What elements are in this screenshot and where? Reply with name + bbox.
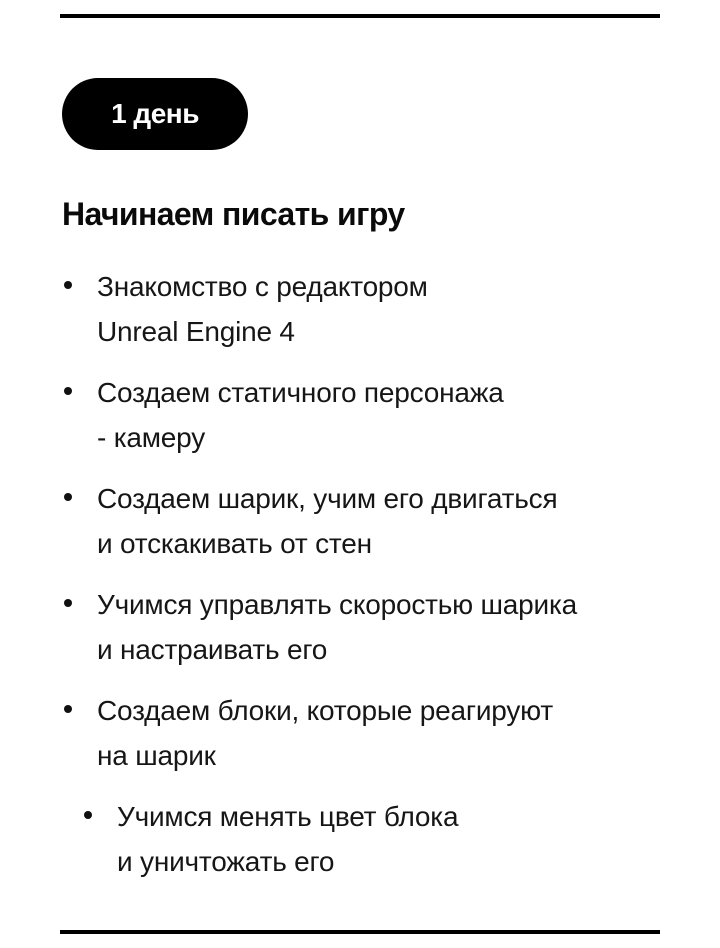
topic-text — [97, 476, 557, 566]
bullet-icon — [84, 811, 92, 819]
bottom-divider — [60, 930, 660, 934]
topic-text — [97, 582, 577, 672]
bullet-icon — [64, 493, 72, 501]
topic-text — [97, 370, 504, 460]
topic-line: - камеру — [97, 422, 206, 453]
day-badge-label: 1 день — [111, 98, 199, 129]
topic-line: и настраивать его — [97, 634, 328, 665]
topic-text — [97, 688, 553, 778]
list-item — [62, 582, 662, 672]
bullet-icon — [64, 387, 72, 395]
list-item — [62, 688, 662, 778]
topic-line: и уничтожать его — [117, 846, 335, 877]
topic-line: и отскакивать от стен — [97, 528, 372, 559]
topic-line: Unreal Engine 4 — [97, 316, 295, 347]
topic-line: Учимся управлять скоростью шарика — [97, 589, 577, 620]
bullet-icon — [64, 599, 72, 607]
list-item — [62, 370, 662, 460]
list-item — [62, 476, 662, 566]
section-title: Начинаем писать игру — [62, 196, 405, 232]
list-item — [82, 794, 682, 884]
topic-line: Знакомство с редактором — [97, 271, 428, 302]
top-divider — [60, 14, 660, 18]
bullet-icon — [64, 705, 72, 713]
topic-line: Создаем статичного персонажа — [97, 377, 504, 408]
topic-line: на шарик — [97, 740, 216, 771]
list-item — [62, 264, 662, 354]
topic-line: Учимся менять цвет блока — [117, 801, 459, 832]
day-badge — [62, 78, 248, 150]
topic-text — [97, 264, 428, 354]
bullet-icon — [64, 281, 72, 289]
topic-line: Создаем блоки, которые реагируют — [97, 695, 553, 726]
topic-text — [117, 794, 458, 884]
topic-line: Создаем шарик, учим его двигаться — [97, 483, 558, 514]
